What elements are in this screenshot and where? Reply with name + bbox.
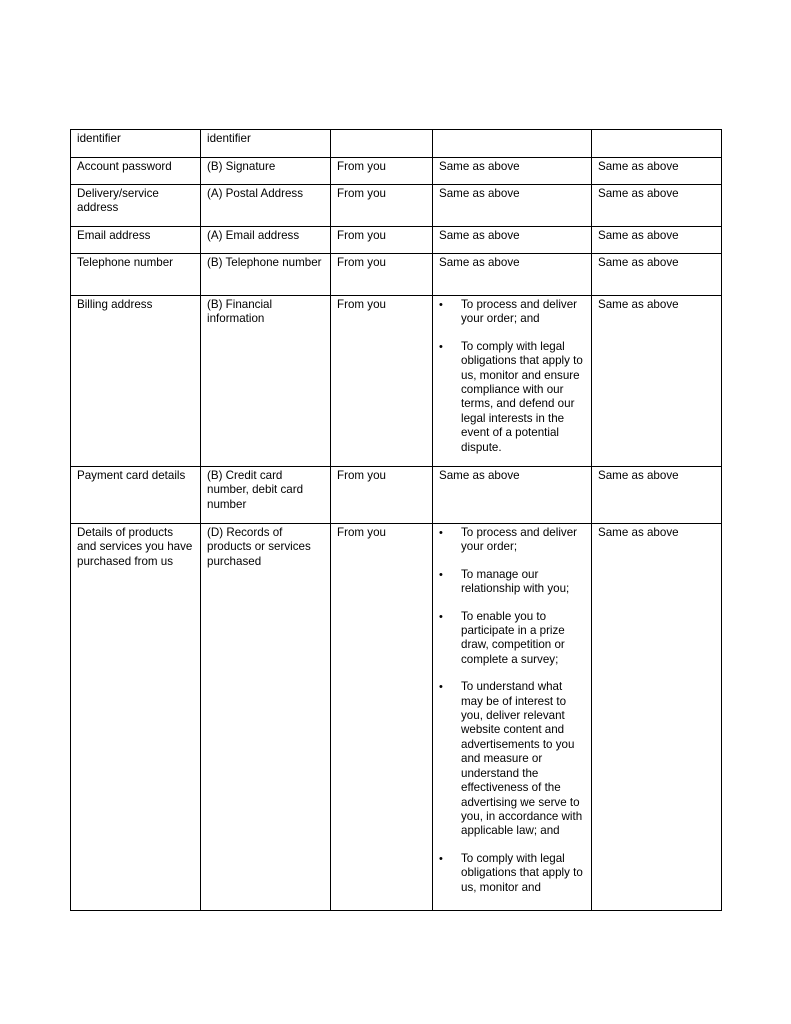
bullet-icon: • [439, 852, 443, 865]
data-type-cell: (B) Financial information [201, 296, 331, 467]
data-type-cell: (D) Records of products or services purchased [201, 524, 331, 911]
list-item [439, 680, 587, 838]
data-type-cell: (A) Postal Address [201, 185, 331, 227]
bullet-icon: • [439, 527, 443, 539]
data-category-cell: Payment card details [71, 467, 201, 524]
data-category-cell: identifier [71, 130, 201, 158]
legal-basis-cell: Same as above [592, 254, 722, 296]
purpose-list [439, 298, 587, 455]
legal-basis-cell: Same as above [592, 227, 722, 254]
bullet-icon: • [439, 610, 443, 623]
bullet-icon: • [439, 681, 443, 694]
purpose-cell [433, 524, 592, 911]
list-item [439, 852, 587, 895]
purpose-cell: Same as above [433, 158, 592, 185]
table-row [71, 254, 722, 296]
data-type-cell: identifier [201, 130, 331, 158]
purpose-text: To manage our relationship with you; [461, 567, 570, 596]
bullet-icon: • [439, 340, 443, 353]
list-item [439, 298, 587, 327]
data-type-cell: (B) Telephone number [201, 254, 331, 296]
data-category-cell: Account password [71, 158, 201, 185]
list-item [439, 526, 587, 555]
purpose-text: To process and deliver your order; [461, 526, 577, 554]
data-category-cell: Billing address [71, 296, 201, 467]
legal-basis-cell: Same as above [592, 524, 722, 911]
source-cell: From you [331, 227, 433, 254]
purpose-cell: Same as above [433, 227, 592, 254]
table-row [71, 296, 722, 467]
table-row [71, 130, 722, 158]
table-row [71, 158, 722, 185]
source-cell: From you [331, 254, 433, 296]
data-category-cell: Telephone number [71, 254, 201, 296]
data-type-cell: (A) Email address [201, 227, 331, 254]
purpose-cell: Same as above [433, 254, 592, 296]
source-cell: From you [331, 467, 433, 524]
purpose-list [439, 526, 587, 895]
table-row [71, 524, 722, 911]
legal-basis-cell: Same as above [592, 158, 722, 185]
purpose-text: To comply with legal obligations that apply to us, monitor and [461, 851, 583, 894]
source-cell: From you [331, 296, 433, 467]
source-cell: From you [331, 185, 433, 227]
data-category-cell: Delivery/service address [71, 185, 201, 227]
source-cell: From you [331, 524, 433, 911]
data-type-cell: (B) Signature [201, 158, 331, 185]
purpose-text: To process and deliver your order; and [461, 298, 577, 326]
purpose-cell [433, 296, 592, 467]
purpose-cell: Same as above [433, 467, 592, 524]
data-category-cell: Details of products and services you have purchased from us [71, 524, 201, 911]
legal-basis-cell: Same as above [592, 296, 722, 467]
data-type-cell: (B) Credit card number, debit card number [201, 467, 331, 524]
data-processing-table [70, 129, 722, 911]
legal-basis-cell: Same as above [592, 467, 722, 524]
table-row [71, 227, 722, 254]
purpose-cell: Same as above [433, 185, 592, 227]
table-row [71, 185, 722, 227]
purpose-text: To enable you to participate in a prize draw, competition or complete a survey; [461, 609, 565, 666]
source-cell [331, 130, 433, 158]
legal-basis-cell [592, 130, 722, 158]
legal-basis-cell: Same as above [592, 185, 722, 227]
source-cell: From you [331, 158, 433, 185]
table-row [71, 467, 722, 524]
data-category-cell: Email address [71, 227, 201, 254]
purpose-text: To comply with legal obligations that apply to us, monitor and ensure compliance with our terms, and defend our legal interests in the event of a potential dispute. [461, 339, 583, 454]
list-item [439, 610, 587, 668]
list-item [439, 568, 587, 597]
purpose-text: To understand what may be of interest to you, deliver relevant website content and advertisements to you and measure or understand the effectiveness of the advertising we serve to you, in accordance with applicable law; and [461, 680, 583, 838]
list-item [439, 340, 587, 455]
bullet-icon: • [439, 299, 443, 311]
purpose-cell [433, 130, 592, 158]
bullet-icon: • [439, 568, 443, 581]
